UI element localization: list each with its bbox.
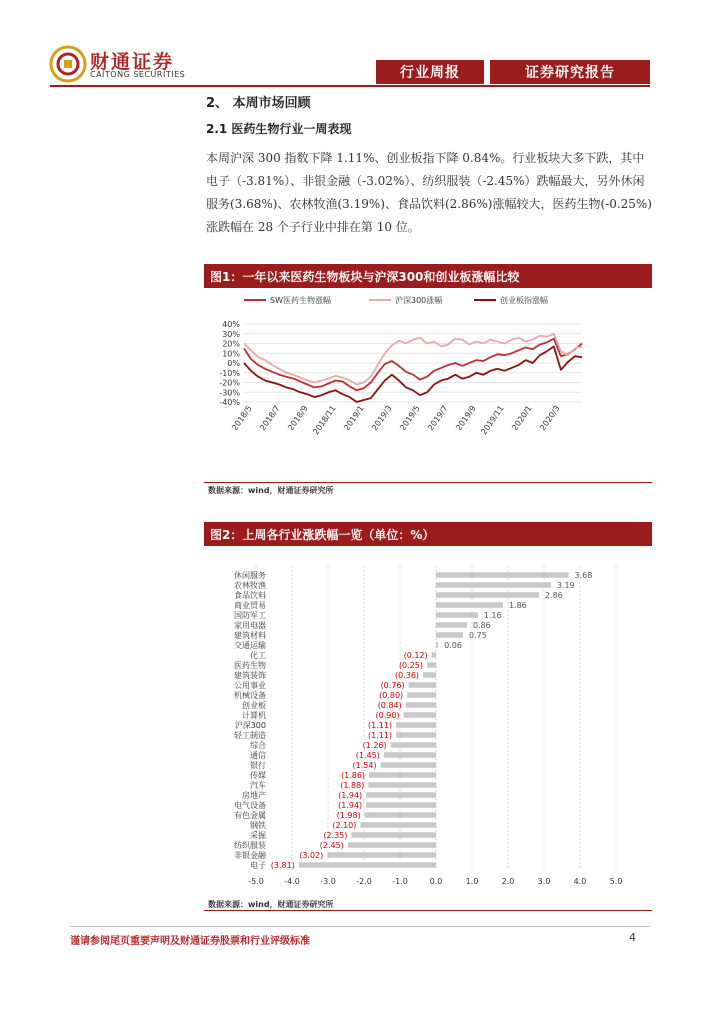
y-tick-label: 10%	[222, 349, 240, 359]
x-tick-label: 2019/3	[370, 403, 394, 433]
value-label: (1.94)	[338, 791, 363, 800]
legend-label: 创业板指涨幅	[500, 296, 548, 305]
value-label: (1.94)	[338, 801, 363, 810]
value-label: (1.98)	[336, 811, 361, 820]
value-label: (0.25)	[398, 661, 423, 670]
x-tick-label: -2.0	[356, 877, 372, 886]
figure1-source: 数据来源：wind，财通证券研究所	[208, 486, 334, 495]
x-tick-label: 2018/7	[258, 403, 282, 433]
x-tick-label: 2018/11	[311, 403, 338, 437]
category-label: 综合	[250, 741, 266, 750]
category-label: 食品饮料	[234, 591, 266, 600]
bar-chart	[204, 548, 652, 896]
category-label: 通信	[250, 751, 266, 760]
category-label: 纺织服装	[234, 841, 266, 850]
category-label: 商业贸易	[234, 601, 266, 610]
category-label: 钢铁	[250, 821, 266, 830]
value-label: (2.35)	[323, 831, 348, 840]
value-label: 1.16	[483, 611, 502, 620]
bar	[369, 772, 436, 778]
legend-item	[369, 295, 442, 305]
category-label: 轻工制造	[234, 731, 266, 740]
figure2-source: 数据来源：wind，财通证券研究所	[208, 900, 334, 909]
x-tick-label: 2019/7	[426, 403, 450, 433]
value-label: 2.86	[544, 591, 563, 600]
category-label: 建筑材料	[234, 631, 266, 640]
bar	[381, 762, 436, 768]
bar	[368, 782, 436, 788]
value-label: 0.86	[472, 621, 491, 630]
x-tick-label: 1.0	[465, 877, 479, 886]
page-number: 4	[629, 931, 636, 944]
y-tick-label: 0%	[227, 359, 240, 368]
category-label: 电气设备	[234, 801, 266, 810]
x-tick-label: 2020/1	[510, 403, 534, 433]
legend-item	[474, 295, 548, 305]
bar	[391, 742, 436, 748]
brand-name: 财通证券	[90, 51, 175, 73]
report-type-tab: 行业周报	[376, 60, 484, 84]
value-label: (3.02)	[299, 851, 324, 860]
legend-item	[244, 295, 331, 305]
bar	[436, 572, 568, 578]
bar	[384, 752, 436, 758]
bar	[406, 702, 436, 708]
section-heading: 2、 本周市场回顾	[206, 96, 311, 111]
bar	[436, 612, 478, 618]
bar	[366, 802, 436, 808]
category-label: 医药生物	[234, 661, 266, 670]
bar	[396, 722, 436, 728]
value-label: (1.86)	[340, 771, 366, 780]
value-label: (1.54)	[352, 761, 377, 770]
x-tick-label: 2.0	[501, 877, 515, 886]
category-label: 电子	[250, 861, 266, 870]
category-label: 计算机	[242, 711, 266, 720]
value-label: (2.45)	[319, 841, 344, 850]
category-label: 家用电器	[234, 621, 266, 630]
category-label: 休闲服务	[234, 571, 266, 580]
bar	[351, 832, 436, 838]
category-label: 房地产	[242, 791, 266, 800]
x-tick-label: 2018/5	[230, 403, 254, 433]
x-tick-label: 0.0	[429, 877, 443, 886]
category-label: 农林牧渔	[234, 581, 266, 590]
y-tick-label: -10%	[219, 368, 240, 378]
y-tick-label: -40%	[219, 398, 240, 407]
bar	[436, 582, 551, 588]
x-tick-label: 2019/11	[479, 403, 506, 437]
logo-emblem-icon	[51, 47, 85, 81]
y-tick-label: 20%	[222, 339, 240, 349]
footer-disclaimer: 谨请参阅尾页重要声明及财通证券股票和行业评级标准	[70, 936, 310, 947]
value-label: 3.19	[556, 581, 575, 590]
x-tick-label: -4.0	[284, 877, 300, 886]
bar	[407, 692, 436, 698]
x-tick-label: 2019/9	[454, 403, 478, 433]
y-tick-label: 40%	[222, 320, 240, 329]
x-tick-label: 3.0	[537, 877, 551, 886]
bar	[436, 622, 467, 628]
category-label: 传媒	[250, 771, 266, 780]
x-tick-label: -3.0	[320, 877, 336, 886]
value-label: 0.06	[444, 641, 462, 650]
category-label: 公用事业	[234, 681, 266, 690]
bar	[436, 632, 463, 638]
value-label: (1.11)	[367, 721, 393, 730]
series-line	[244, 334, 582, 385]
category-label: 采掘	[250, 831, 266, 840]
footer-divider	[70, 926, 650, 927]
category-label: 汽车	[250, 781, 266, 790]
summary-paragraph: 本周沪深 300 指数下降 1.11%、创业板指下降 0.84%。行业板块大多下跌，其中电子（-3.81%）、非银金融（-3.02%）、纺织服装（-2.45%）跌幅最大，另外休闲服务(3.68%)、农林牧渔(3.19%)、食品饮料(2.86%)涨幅较大，医药生物(-0.25%)涨跌幅在 28 个子行业中排在第 10 位。	[206, 151, 652, 234]
subsection-heading: 2.1 医药生物行业一周表现	[206, 122, 352, 136]
bar	[348, 842, 436, 848]
header-divider	[50, 85, 650, 87]
value-label: (3.81)	[270, 861, 295, 870]
category-label: 交通运输	[234, 641, 266, 650]
category-label: 银行	[250, 761, 266, 770]
bar	[396, 732, 436, 738]
value-label: (0.90)	[375, 711, 400, 720]
bar	[366, 792, 436, 798]
y-tick-label: -20%	[219, 378, 240, 388]
category-label: 化工	[250, 651, 266, 660]
legend-label: 沪深300涨幅	[395, 296, 443, 305]
line-chart	[204, 290, 652, 480]
x-tick-label: 5.0	[609, 877, 623, 886]
category-label: 国防军工	[234, 611, 266, 620]
x-tick-label: 4.0	[573, 877, 587, 886]
bar	[409, 682, 436, 688]
value-label: 0.75	[469, 631, 487, 640]
bar	[432, 652, 436, 658]
figure2-bottom-rule	[204, 910, 652, 911]
x-tick-label: 2019/1	[342, 403, 366, 433]
figure1-bottom-rule	[204, 482, 652, 483]
figure2-title: 图2：上周各行业涨跌幅一览（单位：%）	[204, 522, 652, 546]
bar	[436, 642, 438, 648]
bar	[299, 862, 436, 868]
value-label: (1.88)	[340, 781, 365, 790]
legend-label: SW医药生物涨幅	[270, 296, 331, 305]
value-label: (0.84)	[377, 701, 402, 710]
value-label: 1.86	[508, 601, 527, 610]
x-tick-label: -1.0	[392, 877, 408, 886]
bar	[365, 812, 436, 818]
value-label: (2.10)	[332, 821, 357, 830]
bar	[423, 672, 436, 678]
category-label: 非银金融	[234, 851, 266, 860]
value-label: (1.45)	[355, 751, 380, 760]
bar	[436, 592, 539, 598]
brand-name-en: CAITONG SECURITIES	[90, 70, 186, 79]
bar	[327, 852, 436, 858]
category-label: 有色金属	[234, 811, 266, 820]
value-label: (1.11)	[367, 731, 393, 740]
value-label: (1.26)	[362, 741, 387, 750]
report-category-tab: 证券研究报告	[490, 60, 650, 84]
y-tick-label: -30%	[219, 388, 240, 398]
category-label: 创业板	[242, 701, 266, 710]
x-tick-label: 2019/5	[398, 403, 422, 433]
value-label: 3.68	[574, 571, 593, 580]
bar	[404, 712, 436, 718]
bar	[436, 602, 503, 608]
value-label: (0.80)	[379, 691, 404, 700]
value-label: (0.36)	[394, 671, 420, 680]
x-tick-label: 2018/9	[286, 403, 310, 433]
value-label: (0.76)	[380, 681, 405, 690]
value-label: (0.12)	[403, 651, 428, 660]
figure1-title: 图1：一年以来医药生物板块与沪深300和创业板涨幅比较	[204, 264, 652, 288]
bar	[360, 822, 436, 828]
category-label: 机械设备	[234, 691, 266, 700]
category-label: 沪深300	[234, 721, 266, 730]
category-label: 建筑装饰	[234, 671, 266, 680]
bar	[427, 662, 436, 668]
x-tick-label: -5.0	[248, 877, 264, 886]
y-tick-label: 30%	[222, 329, 240, 339]
x-tick-label: 2020/3	[538, 403, 562, 433]
